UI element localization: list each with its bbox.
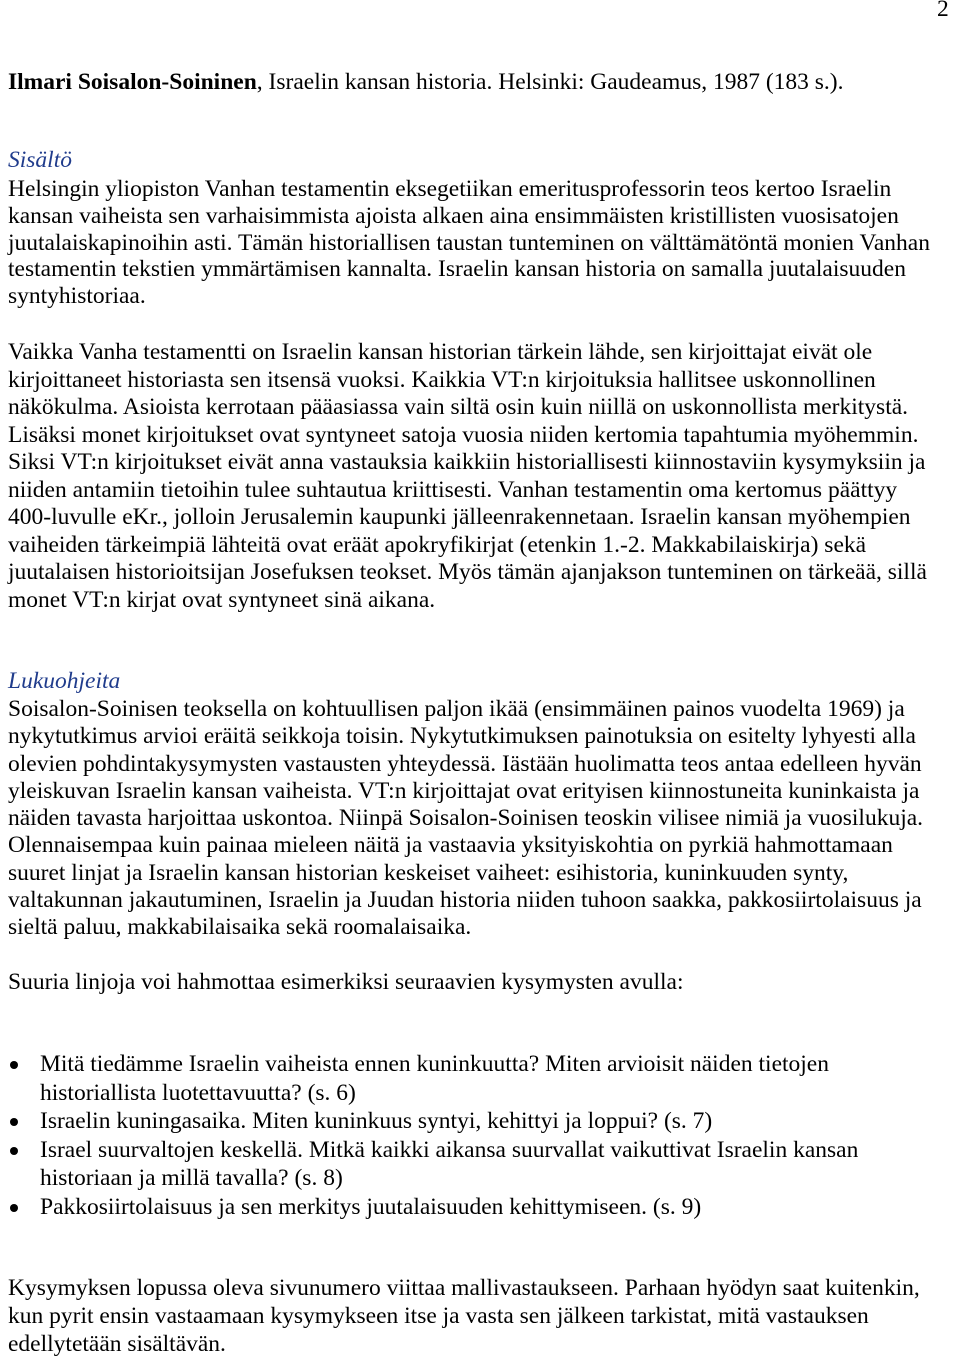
questions-intro: Suuria linjoja voi hahmottaa esimerkiksi seuraavien kysymysten avulla:	[8, 969, 684, 995]
bullet-icon	[10, 1061, 18, 1069]
text-line: Lisäksi monet kirjoitukset ovat syntyneet satoja vuosia niiden kertomia tapahtumia myöhemmin.	[8, 421, 919, 448]
text-line: juutalaisen historioitsijan Josefuksen teokset. Myös tämän ajanjakson tunteminen on tärkeää, sillä	[8, 559, 927, 585]
contents-paragraph-1	[8, 176, 930, 310]
text-line: sieltä paluu, makkabilaisaika sekä roomalaisaika.	[8, 914, 472, 940]
list-item	[0, 1136, 858, 1193]
section-heading-reading-guide: Lukuohjeita	[8, 668, 121, 694]
bullet-icon	[10, 1204, 18, 1212]
text-line: nykytutkimus arvioi eräitä seikkoja toisin. Nykytutkimuksen painotuksia on esitelty lyhyesti alla	[8, 723, 916, 750]
text-line: Pakkosiirtolaisuus ja sen merkitys juutalaisuuden kehittymiseen. (s. 9)	[40, 1193, 702, 1220]
text-line: niiden antamiin tietoihin tulee suhtautua kriittisesti. Vanhan testamentin oma kertomus päättyy	[8, 476, 898, 503]
text-line: näiden tavasta harjoittaa uskontoa. Niinpä Soisalon-Soinisen teoskin vilisee nimiä ja vuosilukuja.	[8, 805, 924, 831]
text-line: 400-luvulle eKr., jolloin Jerusalemin kaupunki jälleenrakennetaan. Israelin kansan myöhempien	[8, 504, 911, 530]
text-line: juutalaiskapinoihin asti. Tämän historiallisen taustan tunteminen on välttämätöntä monien Vanhan	[8, 229, 930, 256]
text-line: edellytetään sisältävän.	[8, 1330, 226, 1357]
section-heading-contents: Sisältö	[8, 147, 72, 173]
text-line: testamentin tekstien ymmärtämisen kannalta. Israelin kansan historia on samalla juutalaisuuden	[8, 256, 906, 283]
text-line: suuret linjat ja Israelin kansan historian keskeiset vaiheet: esihistoria, kuninkuuden synty,	[8, 859, 849, 886]
text-line: näkökulma. Asioista kerrotaan pääasiassa vain siltä osin kuin niillä on uskonnollista merkitystä.	[8, 394, 909, 420]
text-line: Soisalon-Soinisen teoksella on kohtuullisen paljon ikää (ensimmäinen painos vuodelta 1969) ja	[8, 696, 905, 722]
citation-author: Ilmari Soisalon-Soininen	[8, 69, 257, 95]
text-line: historiallista luotettavuutta? (s. 6)	[40, 1079, 356, 1106]
text-line: Helsingin yliopiston Vanhan testamentin eksegetiikan emeritusprofessorin teos kertoo Israelin	[8, 176, 892, 202]
text-line: monet VT:n kirjat ovat syntyneet sinä aikana.	[8, 586, 436, 613]
text-line: olevien pohdintakysymysten vastausten yhteydessä. Iästään huolimatta teos antaa edelleen hyvän	[8, 750, 922, 777]
list-item	[0, 1107, 858, 1136]
text-line: Siksi VT:n kirjoitukset eivät anna vastauksia kaikkiin historiallisesti kiinnostaviin kysymyksiin ja	[8, 449, 926, 475]
text-line: Israelin kuningasaika. Miten kuninkuus syntyi, kehittyi ja loppui? (s. 7)	[40, 1108, 713, 1134]
page-number: 2	[937, 0, 949, 22]
reading-guide-paragraph	[8, 696, 923, 941]
question-list	[0, 1050, 858, 1221]
list-item	[0, 1050, 858, 1107]
text-line: Vaikka Vanha testamentti on Israelin kansan historian tärkein lähde, sen kirjoittajat eivät ole	[8, 339, 873, 365]
citation-details: , Israelin kansan historia. Helsinki: Gaudeamus, 1987 (183 s.).	[256, 69, 844, 95]
text-line: kansan vaiheista sen varhaisimmista ajoista alkaen aina ensimmäisten kristillisten vuosisatojen	[8, 202, 899, 229]
text-line: Mitä tiedämme Israelin vaiheista ennen kuninkuutta? Miten arvioisit näiden tietojen	[40, 1051, 829, 1077]
text-line: Olennaisempaa kuin painaa mieleen näitä ja vastaavia yksityiskohtia on pyrkiä hahmottamaan	[8, 832, 893, 859]
text-line: historiaan ja millä tavalla? (s. 8)	[40, 1165, 343, 1191]
list-item	[0, 1193, 858, 1222]
text-line: kirjoittaneet historiasta sen itsensä vuoksi. Kaikkia VT:n kirjoituksia hallitsee uskonnollinen	[8, 366, 876, 393]
bullet-icon	[10, 1147, 18, 1155]
text-line: valtakunnan jakautuminen, Israelin ja Juudan historia niiden tuhoon saakka, pakkosiirtolaisuus ja	[8, 886, 922, 913]
text-line: kun pyrit ensin vastaamaan kysymykseen itse ja vasta sen jälkeen tarkistat, mitä vastauksen	[8, 1302, 869, 1329]
text-line: Israel suurvaltojen keskellä. Mitkä kaikki aikansa suurvallat vaikuttivat Israelin kansan	[40, 1136, 859, 1163]
text-line: Kysymyksen lopussa oleva sivunumero viittaa mallivastaukseen. Parhaan hyödyn saat kuitenkin,	[8, 1275, 920, 1301]
closing-paragraph	[8, 1275, 920, 1358]
text-line: syntyhistoriaa.	[8, 283, 146, 310]
contents-paragraph-2	[8, 339, 927, 614]
text-line: vaiheiden tärkeimpiä lähteitä ovat eräät apokryfikirjat (etenkin 1.-2. Makkabilaiskirja) sekä	[8, 531, 867, 558]
book-citation	[8, 69, 844, 96]
text-line: yleiskuvan Israelin kansan vaiheista. VT:n kirjoittajat ovat erityisen kiinnostuneita kuninkaista ja	[8, 777, 920, 804]
bullet-icon	[10, 1118, 18, 1126]
